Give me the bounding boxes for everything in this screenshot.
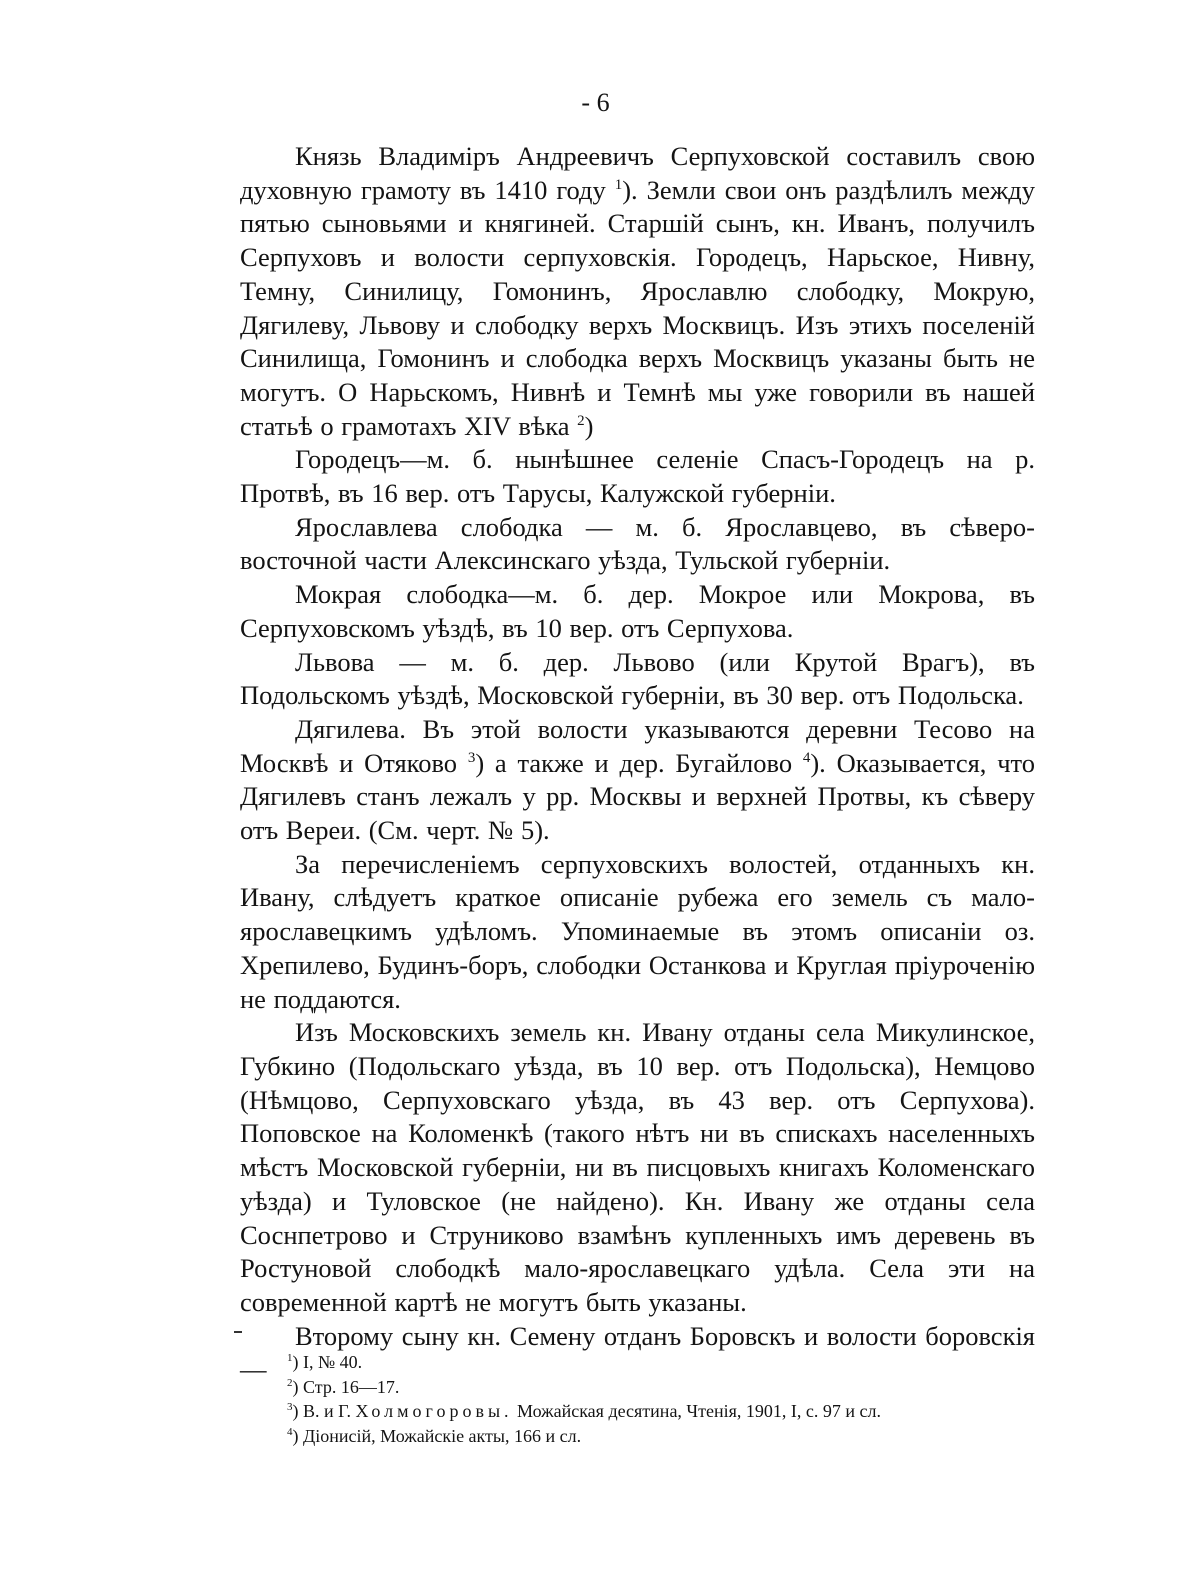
footnote-mark: 2 <box>287 1376 293 1389</box>
page-number: - 6 <box>581 88 610 117</box>
footnote <box>287 1350 1047 1375</box>
text-run: ) <box>584 410 594 441</box>
text-run: ) Діонисій, Можайскіе акты, 166 и сл. <box>292 1425 582 1446</box>
text-run: ). Земли свои онъ раздѣлилъ между пятью сыновьями и княгиней. Старшій сынъ, кн. Иванъ, получилъ Серпуховъ и волости серпуховскія. Городецъ, Нарьское, Нивну, Темну, Синилицу, Гомонинъ, Ярославлю слободку, Мокрую, Дягилеву, Львову и слободку верхъ Москвицъ. Изъ этихъ поселеній Синилища, Гомонинъ и слободка верхъ Москвицъ указаны быть не могутъ. О Нарьскомъ, Нивнѣ и Темнѣ мы уже говорили въ нашей статьѣ о грамотахъ XIV вѣка <box>240 174 1035 441</box>
footnote <box>287 1399 1047 1424</box>
footnote <box>287 1375 1047 1400</box>
text-run: Ярославлева слободка — м. б. Ярославцево, въ сѣверо-восточной части Алексинскаго уѣзда, Тульской губерніи. <box>240 511 1035 576</box>
footnote-mark: 3 <box>287 1401 293 1413</box>
text-run: ) I, № 40. <box>292 1352 363 1372</box>
text-run: Мокрая слободка—м. б. дер. Мокрое или Мокрова, въ Серпуховскомъ уѣздѣ, въ 10 вер. отъ Серпухова. <box>240 579 1035 643</box>
text-run: ) В. и Г. <box>292 1401 356 1421</box>
text-run: Второму сыну кн. Семену отданъ Боровскъ и волости боровскія— <box>240 1320 1035 1385</box>
text-run: Львова — м. б. дер. Львово (или Крутой Врагъ), въ Подольскомъ уѣздѣ, Московской губерніи, въ 30 вер. отъ Подольска. <box>240 646 1035 711</box>
footnote-mark: 1 <box>287 1352 293 1364</box>
body-text <box>240 140 1035 1387</box>
text-run: Изъ Московскихъ земель кн. Ивану отданы села Микулинское, Губкино (Подольскаго уѣзда, въ 10 вер. отъ Подольска), Немцово (Нѣмцово, Серпуховскаго уѣзда, въ 43 вер. отъ Серпухова). Поповское на Коломенкѣ (такого нѣтъ ни въ спискахъ населенныхъ мѣстъ Московской губерніи, ни въ писцовыхъ книгахъ Коломенскаго уѣзда) и Туловское (не найдено). Кн. Ивану же отданы села Соснпетрово и Струниково взамѣнъ купленныхъ имъ деревень въ Ростуновой слободкѣ мало-ярославецкаго удѣла. Села эти на современной картѣ не могутъ быть указаны. <box>240 1017 1035 1317</box>
paragraph <box>240 140 1035 443</box>
footnote-reference: 1 <box>614 176 623 193</box>
paragraph <box>240 578 1035 645</box>
text-run: ) а также и дер. Бугайлово <box>475 747 803 778</box>
footnotes <box>287 1350 1047 1448</box>
footnote-reference: 3 <box>467 749 476 766</box>
paragraph <box>240 1016 1035 1319</box>
paragraph <box>240 848 1035 1017</box>
text-run: ). Оказывается, что Дягилевъ станъ лежалъ у рр. Москвы и верхней Протвы, къ сѣверу отъ Вереи. (См. черт. № 5). <box>240 747 1036 846</box>
paragraph <box>240 511 1035 578</box>
text-run: Городецъ—м. б. нынѣшнее селеніе Спасъ-Городецъ на р. Протвѣ, въ 16 вер. отъ Тарусы, Калужской губерніи. <box>240 444 1035 509</box>
footnote-reference: 4 <box>802 749 811 766</box>
paragraph <box>240 713 1035 848</box>
footnote-reference: 2 <box>577 412 585 429</box>
text-run: Дягилева. Въ этой волости указываются деревни Тесово на Москвѣ и Отяково <box>240 713 1035 778</box>
footnote <box>287 1424 1047 1449</box>
paragraph <box>240 443 1035 510</box>
author-name: Холмогоровы. <box>355 1401 513 1421</box>
text-run: За перечисленіемъ серпуховскихъ волостей, отданныхъ кн. Ивану, слѣдуетъ краткое описаніе рубежа его земель съ мало-ярославецкимъ удѣломъ. Упоминаемые въ этомъ описаніи оз. Хрепилево, Будинъ-боръ, слободки Останкова и Круглая пріуроченію не поддаются. <box>240 848 1035 1014</box>
footnote-mark: 4 <box>287 1425 293 1438</box>
paragraph <box>240 646 1035 713</box>
footnote-divider <box>234 1331 242 1333</box>
text-run: Князь Владиміръ Андреевичъ Серпуховской составилъ свою духовную грамоту въ 1410 году <box>240 141 1035 205</box>
text-run: Можайская десятина, Чтенія, 1901, I, с. 97 и сл. <box>512 1401 881 1421</box>
text-run: ) Стр. 16—17. <box>292 1376 400 1397</box>
